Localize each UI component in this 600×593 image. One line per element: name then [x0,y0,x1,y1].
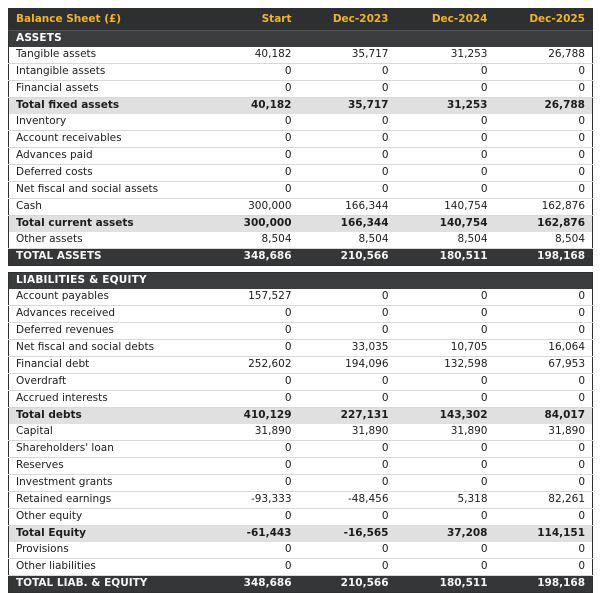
value-cell: -48,456 [299,492,396,509]
row-label: Total Equity [9,526,195,543]
value-cell: 0 [396,391,495,408]
value-cell: 140,754 [396,216,495,233]
row-label: Deferred revenues [9,323,195,340]
item-row [9,441,593,458]
row-label: Retained earnings [9,492,195,509]
value-cell: -93,333 [195,492,299,509]
item-row [9,458,593,475]
value-cell: 8,504 [396,232,495,249]
value-cell: 8,504 [495,232,593,249]
value-cell: 0 [299,148,396,165]
column-header: Dec-2024 [396,9,495,31]
value-cell: 8,504 [195,232,299,249]
value-cell: 227,131 [299,408,396,425]
value-cell: 0 [299,475,396,492]
value-cell: 82,261 [495,492,593,509]
item-row [9,492,593,509]
value-cell: 0 [495,458,593,475]
row-label: Investment grants [9,475,195,492]
value-cell: 0 [396,374,495,391]
item-row [9,165,593,182]
value-cell: 31,890 [495,424,593,441]
value-cell: 33,035 [299,340,396,357]
value-cell: 0 [195,458,299,475]
value-cell: 0 [195,165,299,182]
value-cell: 0 [195,374,299,391]
value-cell: 0 [396,559,495,576]
value-cell: 0 [299,165,396,182]
row-label: Advances received [9,306,195,323]
value-cell: 0 [495,114,593,131]
row-label: Other assets [9,232,195,249]
item-row [9,114,593,131]
value-cell: 40,182 [195,47,299,64]
value-cell: -16,565 [299,526,396,543]
value-cell: 0 [396,165,495,182]
item-row [9,148,593,165]
value-cell: 198,168 [495,576,593,593]
row-label: Accrued interests [9,391,195,408]
subtotal-row [9,408,593,425]
row-label: Net fiscal and social assets [9,182,195,199]
item-row [9,340,593,357]
item-row [9,559,593,576]
value-cell: 0 [495,542,593,559]
row-label: Financial assets [9,81,195,98]
value-cell: 37,208 [396,526,495,543]
value-cell: 0 [495,374,593,391]
value-cell: 0 [195,391,299,408]
value-cell: 0 [299,182,396,199]
value-cell: 31,890 [195,424,299,441]
item-row [9,391,593,408]
value-cell: 0 [195,306,299,323]
row-label: Intangible assets [9,64,195,81]
section-row [9,273,593,290]
row-label: TOTAL ASSETS [9,249,195,266]
value-cell: 198,168 [495,249,593,266]
table-title: Balance Sheet (£) [9,9,195,31]
value-cell: 210,566 [299,576,396,593]
section-title: LIABILITIES & EQUITY [9,273,593,290]
value-cell: 31,253 [396,98,495,115]
value-cell: 0 [195,64,299,81]
value-cell: 162,876 [495,216,593,233]
value-cell: 0 [396,441,495,458]
item-row [9,64,593,81]
value-cell: 0 [299,458,396,475]
value-cell: 0 [195,559,299,576]
column-header: Dec-2025 [495,9,593,31]
value-cell: 0 [396,509,495,526]
value-cell: 410,129 [195,408,299,425]
value-cell: 31,253 [396,47,495,64]
total-row [9,576,593,593]
row-label: Other liabilities [9,559,195,576]
value-cell: 0 [299,559,396,576]
value-cell: 0 [396,81,495,98]
section-title: ASSETS [9,31,593,48]
value-cell: 0 [495,509,593,526]
value-cell: 0 [195,441,299,458]
value-cell: 5,318 [396,492,495,509]
value-cell: 114,151 [495,526,593,543]
value-cell: 0 [495,323,593,340]
value-cell: 16,064 [495,340,593,357]
row-label: Total current assets [9,216,195,233]
row-label: Capital [9,424,195,441]
subtotal-row [9,526,593,543]
value-cell: 35,717 [299,47,396,64]
value-cell: 0 [495,182,593,199]
item-row [9,131,593,148]
value-cell: 0 [495,559,593,576]
value-cell: 0 [195,542,299,559]
item-row [9,475,593,492]
value-cell: 0 [396,542,495,559]
value-cell: 0 [195,182,299,199]
value-cell: 26,788 [495,98,593,115]
value-cell: 0 [195,131,299,148]
table-header-row [9,9,593,31]
row-label: Advances paid [9,148,195,165]
value-cell: 0 [299,306,396,323]
item-row [9,424,593,441]
value-cell: 0 [299,114,396,131]
row-label: Account payables [9,289,195,306]
value-cell: 252,602 [195,357,299,374]
item-row [9,232,593,249]
value-cell: 348,686 [195,249,299,266]
row-label: Shareholders' loan [9,441,195,458]
value-cell: 35,717 [299,98,396,115]
table-block [8,272,593,593]
value-cell: 26,788 [495,47,593,64]
value-cell: 84,017 [495,408,593,425]
row-label: Tangible assets [9,47,195,64]
value-cell: 0 [396,323,495,340]
value-cell: 157,527 [195,289,299,306]
value-cell: 0 [299,391,396,408]
subtotal-row [9,216,593,233]
row-label: Other equity [9,509,195,526]
value-cell: 0 [299,509,396,526]
value-cell: 0 [195,340,299,357]
total-row [9,249,593,266]
value-cell: 0 [396,114,495,131]
item-row [9,357,593,374]
value-cell: 0 [299,81,396,98]
row-label: Net fiscal and social debts [9,340,195,357]
value-cell: 0 [495,165,593,182]
value-cell: 0 [195,323,299,340]
value-cell: 166,344 [299,199,396,216]
item-row [9,542,593,559]
value-cell: 300,000 [195,216,299,233]
value-cell: 180,511 [396,249,495,266]
value-cell: 0 [396,64,495,81]
value-cell: 40,182 [195,98,299,115]
value-cell: 210,566 [299,249,396,266]
value-cell: 0 [195,509,299,526]
value-cell: 0 [299,441,396,458]
balance-sheet-table [8,8,592,593]
value-cell: 166,344 [299,216,396,233]
value-cell: 0 [195,148,299,165]
item-row [9,199,593,216]
row-label: Total fixed assets [9,98,195,115]
value-cell: 0 [299,374,396,391]
value-cell: 140,754 [396,199,495,216]
row-label: Provisions [9,542,195,559]
value-cell: 0 [396,306,495,323]
item-row [9,323,593,340]
column-header: Dec-2023 [299,9,396,31]
item-row [9,81,593,98]
row-label: Financial debt [9,357,195,374]
value-cell: 348,686 [195,576,299,593]
item-row [9,182,593,199]
value-cell: 0 [396,182,495,199]
value-cell: 0 [495,391,593,408]
value-cell: 180,511 [396,576,495,593]
row-label: Deferred costs [9,165,195,182]
row-label: TOTAL LIAB. & EQUITY [9,576,195,593]
item-row [9,374,593,391]
row-label: Inventory [9,114,195,131]
value-cell: 132,598 [396,357,495,374]
value-cell: 0 [495,441,593,458]
value-cell: 143,302 [396,408,495,425]
value-cell: 0 [495,131,593,148]
value-cell: 0 [396,148,495,165]
value-cell: 194,096 [299,357,396,374]
row-label: Cash [9,199,195,216]
value-cell: 0 [495,475,593,492]
value-cell: 0 [495,148,593,165]
row-label: Overdraft [9,374,195,391]
row-label: Reserves [9,458,195,475]
table-block [8,8,593,266]
value-cell: 0 [299,64,396,81]
value-cell: 0 [299,289,396,306]
value-cell: 67,953 [495,357,593,374]
item-row [9,289,593,306]
item-row [9,47,593,64]
item-row [9,306,593,323]
column-header: Start [195,9,299,31]
value-cell: 0 [495,81,593,98]
value-cell: 0 [396,131,495,148]
subtotal-row [9,98,593,115]
value-cell: 31,890 [396,424,495,441]
value-cell: 162,876 [495,199,593,216]
item-row [9,509,593,526]
value-cell: 0 [396,458,495,475]
row-label: Account receivables [9,131,195,148]
value-cell: 0 [396,289,495,306]
value-cell: 0 [495,306,593,323]
value-cell: 0 [195,475,299,492]
value-cell: 31,890 [299,424,396,441]
value-cell: 0 [195,114,299,131]
section-row [9,31,593,48]
value-cell: -61,443 [195,526,299,543]
value-cell: 0 [195,81,299,98]
value-cell: 300,000 [195,199,299,216]
value-cell: 8,504 [299,232,396,249]
value-cell: 0 [299,542,396,559]
value-cell: 0 [495,289,593,306]
value-cell: 0 [299,323,396,340]
value-cell: 10,705 [396,340,495,357]
value-cell: 0 [396,475,495,492]
value-cell: 0 [495,64,593,81]
value-cell: 0 [299,131,396,148]
row-label: Total debts [9,408,195,425]
